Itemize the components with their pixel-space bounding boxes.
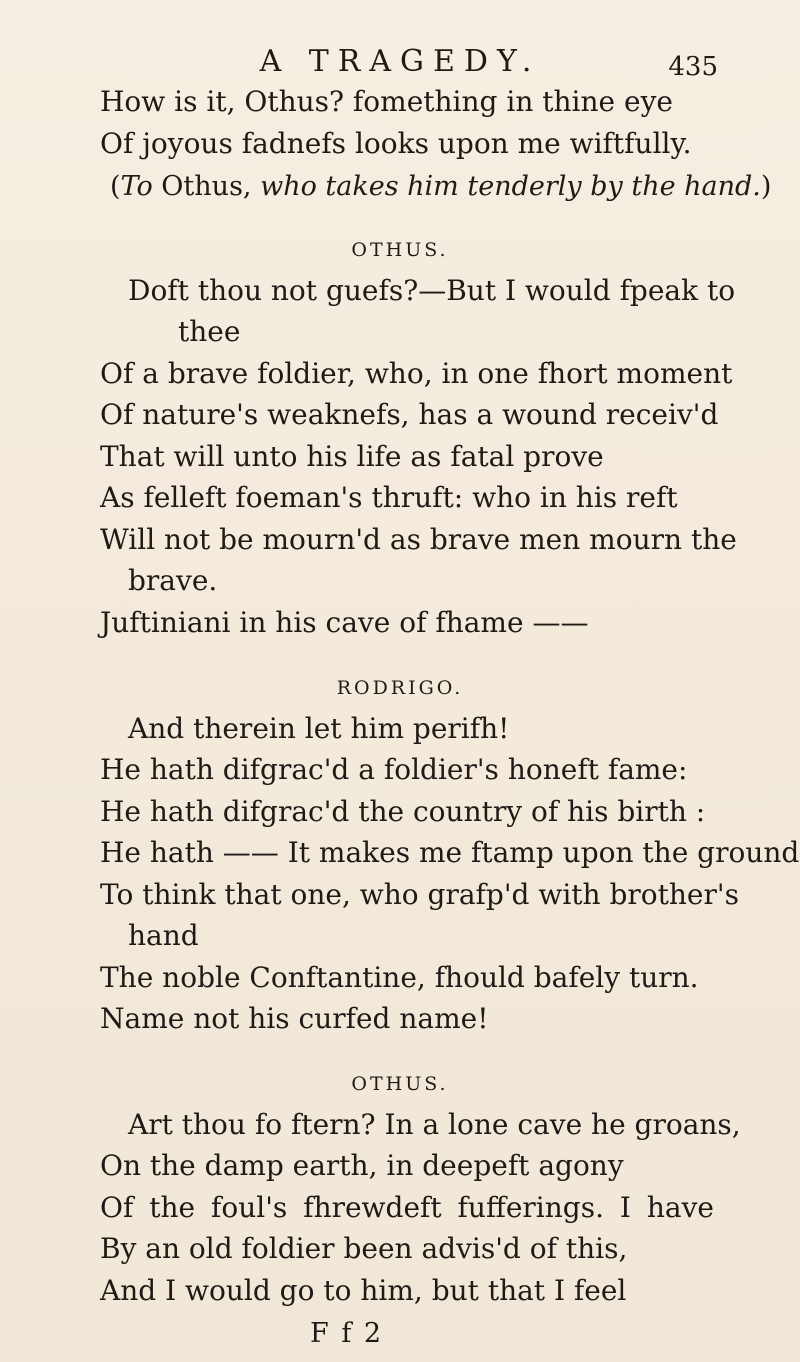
verse-line: Of joyous fadnefs looks upon me wiftfully. [100, 126, 692, 160]
verse-line: And therein let him perifh! [128, 711, 510, 745]
verse-line-continuation: brave. [128, 564, 218, 598]
speaker-heading: RODRIGO. [336, 677, 464, 700]
verse-line-continuation: hand [128, 919, 199, 953]
verse-line-continuation: thee [178, 315, 241, 349]
verse-line: The noble Conftantine, fhould bafely turn. [100, 960, 699, 994]
verse-line: Name not his curfed name! [100, 1002, 489, 1036]
verse-line: Of the foul's fhrewdeft fufferings. I have [100, 1190, 714, 1224]
running-head: A TRAGEDY. [259, 44, 541, 79]
verse-line: To think that one, who grafp'd with brother's [100, 877, 739, 911]
verse-line: Juftiniani in his cave of fhame —— [100, 605, 589, 639]
stage-name: Othus, [152, 171, 261, 202]
speaker-heading: OTHUS. [351, 1073, 449, 1096]
verse-line: He hath difgrac'd the country of his birth : [100, 794, 706, 828]
signature-mark: F f 2 [310, 1318, 384, 1349]
stage-open: ( [110, 171, 121, 202]
speaker-heading: OTHUS. [351, 239, 449, 262]
page-number: 435 [668, 52, 718, 82]
verse-line: Will not be mourn'd as brave men mourn the [100, 522, 737, 556]
stage-close: ) [760, 171, 772, 202]
verse-line: Doft thou not guefs?—But I would fpeak to [128, 273, 736, 307]
stage-direction [110, 171, 771, 202]
verse-line: Of nature's weaknefs, has a wound receiv'd [100, 398, 719, 432]
verse-line: On the damp earth, in deepeft agony [100, 1149, 624, 1183]
verse-line: As felleft foeman's thruft: who in his reft [100, 481, 678, 515]
stage-text: who takes him tenderly by the hand. [260, 171, 761, 202]
verse-line: Art thou fo ftern? In a lone cave he groans, [128, 1107, 741, 1141]
verse-line: By an old foldier been advis'd of this, [100, 1232, 628, 1266]
verse-line: He hath difgrac'd a foldier's honeft fame: [100, 753, 688, 787]
stage-to: To [120, 171, 153, 202]
verse-line: He hath —— It makes me ftamp upon the ground [100, 836, 800, 870]
verse-line: How is it, Othus? fomething in thine eye [100, 85, 673, 118]
verse-line: Of a brave foldier, who, in one fhort moment [100, 356, 733, 390]
verse-line: And I would go to him, but that I feel [100, 1273, 627, 1307]
verse-line: That will unto his life as fatal prove [100, 439, 604, 473]
